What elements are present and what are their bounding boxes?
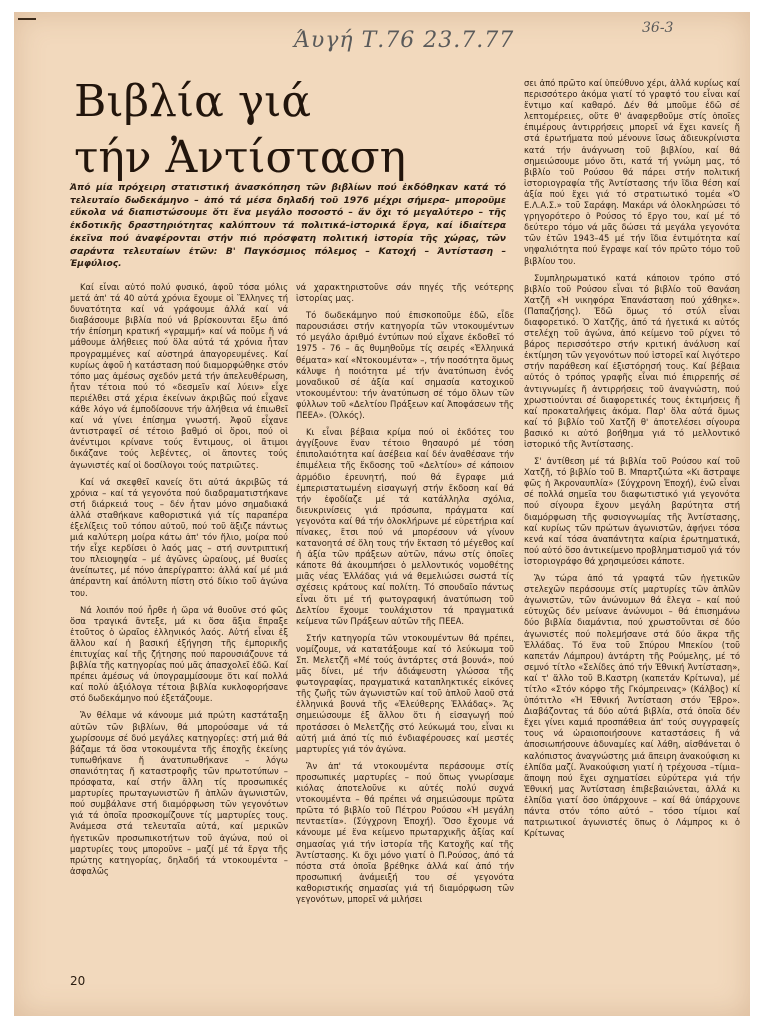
paragraph: Συμπληρωματικό κατά κάποιον τρόπο στό βιβλίο τοῦ Ρούσου εἶναι τό βιβλίο τοῦ Θανάση Χατζῆ «Ἡ νικηφόρα Ἐπανάσταση πού χάθηκε». (Παπαζήσης). Ἐδῶ ὅμως τό στύλ εἶναι διαφορετικό. Ὁ Χατζῆς, ἀπό τά ἡγετικά κι αὐτός στελέχη τοῦ ἀγώνα, ἀπό κείμενο τοῦ ρίχνει τό βάρος περισσότερο στήν κριτική ἀνάλυση καί ἐκτίμηση τῶν γεγονότων πού ἱστορεῖ καί λιγότερο στήν παράθεση καί ἐξιστόρησή τους. Καί βέβαια αὐτός ὁ τρόπος γραφῆς εἶναι πιό ἐπιρρεπής σέ ἀντιγνωμίες ἤ ἀντιρρήσεις τοῦ ἀναγνώστη, πού χρωστιούνται σέ διαφορετικές τους ἐκτιμήσεις ἤ καί προκαταλήψεις ἀκόμα. Παρ' ὅλα αὐτά ὅμως καί τό βιβλίο τοῦ Χατζῆ θ' ἀποτελέσει σίγουρα βασικό κι αὐτό βοήθημα γιά τό μελλοντικό ἱστορικό τῆς Ἀντίστασης. [524,272,740,449]
paragraph: Καί νά σκεφθεῖ κανείς ὅτι αὐτά ἀκριβῶς τά χρόνια – καί τά γεγονότα πού διαδραματιστήκανε στή διάρκειά τους – δέν ἦταν μόνο σημαδιακά ἀλλά σταθήκανε καθοριστικά γιά τίς παραπέρα ἐξελίξεις τοῦ τόπου αὐτοῦ, πού τοῦ ἄξιζε πάντως μιά καλύτερη μοίρα κάτω ἀπ' τόν ἥλιο, μοίρα πού τήν εἶχε κερδίσει ὁ λαός μας – στή συντριπτική του πλειοψηφία – μέ ἀγῶνες ὡραίους, μέ θυσίες ἀνείπωτες, μέ πόνο ἀπερίγραπτο: ἀλλά καί μέ μιά ἀπέραντη καί ἀπόλυτη πίστη στό δίκιο τοῦ ἀγώνα του. [70,476,288,598]
article-title [74,74,494,186]
paragraph: Τό δωδεκάμηνο πού ἐπισκοποῦμε ἐδῶ, εἶδε παρουσιάσει στήν κατηγορία τῶν ντοκουμέντων τό μεγάλο ἀριθμό ἐντύπων πού εἶχανε ἐκδοθεῖ τό 1975 - 76 – ἄς θυμηθοῦμε τίς σειρές «Ἑλληνικά θέματα» καί «Ντοκουμέντα» –, τήν ποσότητα ὅμως κάλυψε ἡ ποιότητα μέ τήν ἀνατύπωση ἑνός μοναδικοῦ σέ ἀξία καί σημασία κατοχικοῦ ντοκουμέντου: τήν ἀνατύπωση σέ τόμο ὅλων τῶν φύλλων τοῦ «Δελτίου Πράξεων καί Ἀποφάσεων τῆς ΠΕΕΑ». (Ὀλκός). [296,310,514,421]
paragraph: Κι εἶναι βέβαια κρίμα πού οἱ ἐκδότες του ἀγγίξουνε ἕναν τέτοιο θησαυρό μέ τόση ἐπιπολαιότητα καί ἀσέβεια καί δέν ἀναθέσανε τήν ἐπιμέλεια τῆς ἔκδοσης τοῦ «Δελτίου» σέ κάποιον ἁρμόδιο ἐρευνητή, πού θά ἔγραφε μιά ἐμπεριστατωμένη εἰσαγωγή στήν ἔκδοση καί θά τήν ἐφοδίαζε μέ τά κατάλληλα σχόλια, διευκρινίσεις γιά πρόσωπα, πράγματα καί γεγονότα καί θά τήν ὁλοκλήρωνε μέ εὑρετήρια καί πίνακες, ἔτσι πού νά μπορέσουν νά γίνουν κατανοητά σέ ὅλη τους τήν ἔκταση τό μέγεθος καί ἡ ἀξία τῶν πράξεων αὐτῶν, πάνω στίς ὁποῖες κάποτε θά ἀκουμπήσει ὁ μελλοντικός νομοθέτης μιᾶς νέας Ἑλλάδας γιά νά θεμελιώσει σωστά τίς σχέσεις κράτους καί πολίτη. Τό σπουδαῖο πάντως εἶναι ὅτι μέ τή φωτογραφική ἀνατύπωση τοῦ Δελτίου ἔχουμε τουλάχιστον τά πραγματικά κείμενα τῶν Πράξεων αὐτῶν τῆς ΠΕΕΑ. [296,427,514,626]
paragraph: Ἄν ἀπ' τά ντοκουμέντα περάσουμε στίς προσωπικές μαρτυρίες – πού ὅπως γνωρίσαμε κιόλας ἀποτελοῦνε κι αὐτές πολύ συχνά ντοκουμέντα – θά πρέπει νά σημειώσουμε πρῶτα πρῶτα τό βιβλίο τοῦ Πέτρου Ρούσου «Ἡ μεγάλη πενταετία». (Σύγχρονη Ἐποχή). Ὅσο ἔχουμε νά κάνουμε μέ ἕνα κείμενο πρωταρχικῆς ἀξίας καί σημασίας γιά τήν ἱστορία τῆς Κατοχῆς καί τῆς Ἀντίστασης. Κι ὄχι μόνο γιατί ὁ Π.Ρούσος, ἀπό τά πόστα στά ὁποῖα βρέθηκε ἀλλά καί ἀπό τήν προσωπική ἀνάμειξή του σέ γεγονότα καθοριστικής σημασίας γιά τή διαμόρφωση τῶν γεγονότων, μπορεῖ νά μιλήσει [296,760,514,904]
page-number: 20 [70,974,86,988]
article-intro: Ἀπό μία πρόχειρη στατιστική ἀνασκόπηση τῶν βιβλίων πού ἐκδόθηκαν κατά τό τελευταίο δωδεκάμηνο – ἀπό τά μέσα δηλαδή τοῦ 1976 μέχρι σήμερα– μποροῦμε εὔκολα νά διαπιστώσουμε ὅτι ἕνα μεγάλο ποσοστό – ἄν ὄχι τό μεγαλύτερο – τῆς ἐκδοτικῆς δραστηριότητας καλύπτουν τά πολιτικά–ἱστορικά ἔργα, καί ἰδιαίτερα ἐκεῖνα πού ἀναφέρονται στήν πιό πρόσφατη πολιτική ἱστορία τῆς χώρας, τῶν σαράντα τελευταίων ἐτῶν: Β' Παγκόσμιος πόλεμος – Κατοχή – Ἀντίσταση – Ἐμφύλιος. [70,183,506,270]
article-column-2 [296,282,514,978]
article-column-1 [70,282,288,978]
paragraph: Ἄν τώρα ἀπό τά γραφτά τῶν ἡγετικῶν στελεχῶν περάσουμε στίς μαρτυρίες τῶν ἁπλῶν ἀγωνιστῶν, τῶν ἀνώνυμων θά ἔλεγα – καί πού εὐτυχῶς δέν μείνανε ἀνώνυμοι – θά ἐπισημάνω δύο βιβλία διαμάντια, πού χρωστοῦνται σέ δύο ἀγωνιστές πού πολεμήσανε στά δύο ἄκρα τῆς Ἑλλάδας. Τό ἕνα τοῦ Σπύρου Μπεκίου (τοῦ καπετάν Λάμπρου) ἀντάρτη τῆς Ρούμελης, μέ τό σεμνό τίτλο «Σελίδες ἀπό τήν Ἐθνική Ἀντίσταση», καί τ' ἄλλο τοῦ Β.Καστρη (καπετάν Κρίτωνα), μέ τίτλο «Στόν κόρφο τῆς Γκόμπρεινας» (Κάλβος) κί ὑπότιτλο «Ἡ Ἐθνική Ἀντίσταση στόν Ἔβρο». Διαβάζοντας τά δύο αὐτά βιβλία, στά ὁποῖα δέν ἔχει γίνει καμιά προσπάθεια ἀπ' τούς συγγραφείς τους νά ὡραιοποιήσουνε καταστάσεις ἤ νά ἀποσιωπήσουνε ἀδυναμίες καί λάθη, αἰσθάνεται ὁ καλόπιστος ἀναγνώστης μιά ἄπειρη ἀνακούφιση κι ἐλπίδα μαζί. Ἀνακούφιση γιατί ἡ τρέχουσα –τίμια– ἄποψη πού ἔχει σχηματίσει εὐρύτερα γιά τήν Ἐθνική μας Ἀντίσταση ἐπιβεβαιώνεται, ἀλλά κι ἐλπίδα γιατί ὅσο ὑπάρχουνε – καί θά ὑπάρχουνε πάντα στόν τόπο αὐτό – τόσο τίμιοι καί πατριωτικοί ἀγωνιστές ὅπως ὁ Λάμπρος κι ὁ Κρίτωνας [524,573,740,839]
paragraph: Ἄν θέλαμε νά κάνουμε μιά πρώτη καστάταξη αὐτῶν τῶν βιβλίων, θά μπορούσαμε νά τά χωρίσουμε σέ δυό μεγάλες κατηγορίες: στή μιά θά βάζαμε τά ὅσα ντοκουμέντα τῆς ἐποχῆς ἐκείνης τυπωθήκανε ἤ ἀνατυπωθήκανε – λόγω σπανιότητας ἤ καταστροφῆς τῶν πρωτοτύπων – πρόσφατα, καί στήν ἄλλη τίς προσωπικές μαρτυρίες πρωταγωνιστῶν ἤ ἁπλῶν ἀγωνιστῶν, πού συμβάλανε στή διαμόρφωση τῶν γεγονότων γιά τά ὁποῖα προσκομίζουνε τίς μαρτυρίες τους. Ἀνάμεσα στά τελευταῖα αὐτά, καί μερικῶν ἡγετικῶν προσωπικοτήτων τοῦ ἀγώνα, πού οἱ μαρτυρίες τους μποροῦνε – μαζί μέ τά ἔργα τῆς πρώτης κατηγορίας, δηλαδή τά ντοκουμέντα – ἀσφαλῶς [70,710,288,876]
paragraph: σει ἀπό πρῶτο καί ὑπεύθυνο χέρι, ἀλλά κυρίως καί περισσότερο ἀκόμα γιατί τό γραφτό του εἶναι καί ἔντιμο καί καθαρό. Δέν θά μποῦμε ἐδῶ σέ λεπτομέρειες, οὔτε θ' ἀναφερθοῦμε στίς ὁποῖες ἐπιμέρους ἀντιρρήσεις μπορεῖ νά ἔχει κανείς ἤ στά ἐρωτήματα πού μένουνε ἴσως ἀδιευκρίνιστα κατά τήν ἀνάγνωση τοῦ βιβλίου, καί θά σημειώσουμε μόνο ὅτι, κατά τή γνώμη μας, τό βιβλίο τοῦ Ρούσου θά πάρει στήν πολιτική ἱστοριογραφία τῆς Ἀντίστασης τήν ἴδια θέση καί ἀξία πού ἔχει γιά τό στρατιωτικό τομέα «Ὁ Ε.Λ.Α.Σ.» τοῦ Σαράφη. Μακάρι νά ὁλοκληρώσει τό γρηγορότερο ὁ Ρούσος τό ἔργο του, καί μέ τό δεύτερο τόμο νά μᾶς δώσει τά μεγάλα γεγονότα τῶν ἐτῶν 1943–45 μέ τήν ἴδια ἐντιμότητα καί νηφαλιότητα πού ἔγραψε καί τόν πρῶτο τόμο τοῦ βιβλίου του. [524,78,740,266]
paragraph: Νά λοιπόν πού ἦρθε ἡ ὥρα νά θυοῦνε στό φῶς ὅσα τραγικά ἄντεξε, μά κι ὅσα ἄξια ἔπραξε ἐτοῦτος ὁ ὡραῖος ἑλληνικός λαός. Αὐτή εἶναι ἐξ ἄλλου καί ἡ βασική ἐξήγηση τῆς ἐμπορικῆς ἐπιτυχίας καί τῆς ζήτησης πού παρουσιάζουνε τά βιβλία τῆς κατηγορίας πού μᾶς ἀπασχολεῖ ἐδῶ. Καί πρέπει ἀμέσως νά ὑπογραμμίσουμε ὅτι καί πολλά καί πολύ ἀξιόλογα τέτοια βιβλία κυκλοφορήσανε στό δωδεκάμηνο πού ἐξετάζουμε. [70,604,288,704]
newspaper-clipping [14,12,750,1016]
paragraph: Στήν κατηγορία τῶν ντοκουμέντων θά πρέπει, νομίζουμε, νά κατατάξουμε καί τό λεύκωμα τοῦ Σπ. Μελετζῆ «Μέ τούς ἀντάρτες στά βουνά», πού μᾶς δίνει, μέ τήν ἀδιάψευστη γλώσσα τῆς φωτογραφίας, πραγματικά καταπληκτικές εἰκόνες τῆς ζωῆς τῶν ἀγωνιστῶν καί τοῦ ἁπλοῦ λαοῦ στά ἑλληνικά βουνά τῆς «Ἐλεύθερης Ἑλλάδας». Ἄς σημειώσουμε ἐξ ἄλλου ὅτι ἡ εἰσαγωγή πού προτάσσει ὁ Μελετζῆς στό λεύκωμά του, εἶναι κι αὐτή μιά ἀπό τίς πιό ἐνδιαφέρουσες καί μεστές μαρτυρίες γιά τόν ἀγώνα. [296,632,514,754]
title-line-1: Βιβλία γιά [74,76,312,127]
edge-mark [18,18,36,20]
title-line-2: τήν Ἀντίσταση [74,132,407,183]
paragraph: Σ' ἀντίθεση μέ τά βιβλία τοῦ Ρούσου καί τοῦ Χατζῆ, τό βιβλίο τοῦ Β. Μπαρτζιώτα «Κι ἄστραψε φῶς ἡ Ἀκροναυπλία» (Σύγχρονη Ἐποχή), ἐνῶ εἶναι σέ πολλά σημεῖα του διαφωτιστικό γιά γεγονότα πού σίγουρα ἔχουν μεγάλη βαρύτητα στή διαμόρφωση τῆς φυσιογνωμίας τῆς Ἀντίστασης, καί κυρίως τῶν πρώτων ἀγωνιστῶν, ἀφήνει τόσα κενά καί τόσα ἀναπάντητα καίρια ἐρωτηματικά, πού αὐτό ὅσο ἀντικείμενο προβληματισμοῦ γιά τόν ἱστοριογράφο θά χρησιμεύσει κάποτε. [524,456,740,566]
handwritten-reference: 36-3 [642,20,674,36]
paragraph: νά χαρακτηριστοῦνε σάν πηγές τῆς νεότερης ἱστορίας μας. [296,282,514,304]
handwritten-note: Άυγή Τ.76 23.7.77 [294,28,515,53]
article-column-3 [524,78,740,978]
paragraph: Καί εἶναι αὐτό πολύ φυσικό, ἀφοῦ τόσα μόλις μετά ἀπ' τά 40 αὐτά χρόνια ἔχουμε οἱ Ἕλληνες τή δυνατότητα καί νά γράφουμε ἀλλά καί νά διαβάσουμε βιβλία πού νά βρίσκουνται ἔξω ἀπό τήν ἐπίσημη κρατική «γραμμή» καί νά ποῦμε ἤ νά μάθουμε ἀλήθειες πού ὅλα αὐτά τά χρόνια ἦταν προγραμμένες καί αὐστηρά ἀπαγορευμένες. Καί κυρίως ἀφοῦ ἡ κατάσταση πού διαμορφώθηκε στόν τόπο μας ἀμέσως σχεδόν μετά τήν ἀπελευθέρωση, ἦταν τέτοια πού τό «δεσμεῖν καί λύειν» εἶχε περιέλθει στά χέρια ἐκείνων ἀκριβῶς πού εἶχανε κάθε λόγο νά ἐμποδίσουνε τήν ἀλήθεια νά ἐπιωθεῖ καί νά γίνει ἐπίσημα γνωστή. Ἀφοῦ εἶχανε ἀντιστραφεῖ σέ τέτοιο βαθμό οἱ ὅροι, πού οἱ ἀνέντιμοι κρίνανε τούς ἔντιμους, οἱ ἄτιμοι δικάζανε τούς λεβέντες, οἱ ἄποντες τούς ἀγωνιστές καί οἱ δοσίλογοι τούς πατριῶτες. [70,282,288,470]
